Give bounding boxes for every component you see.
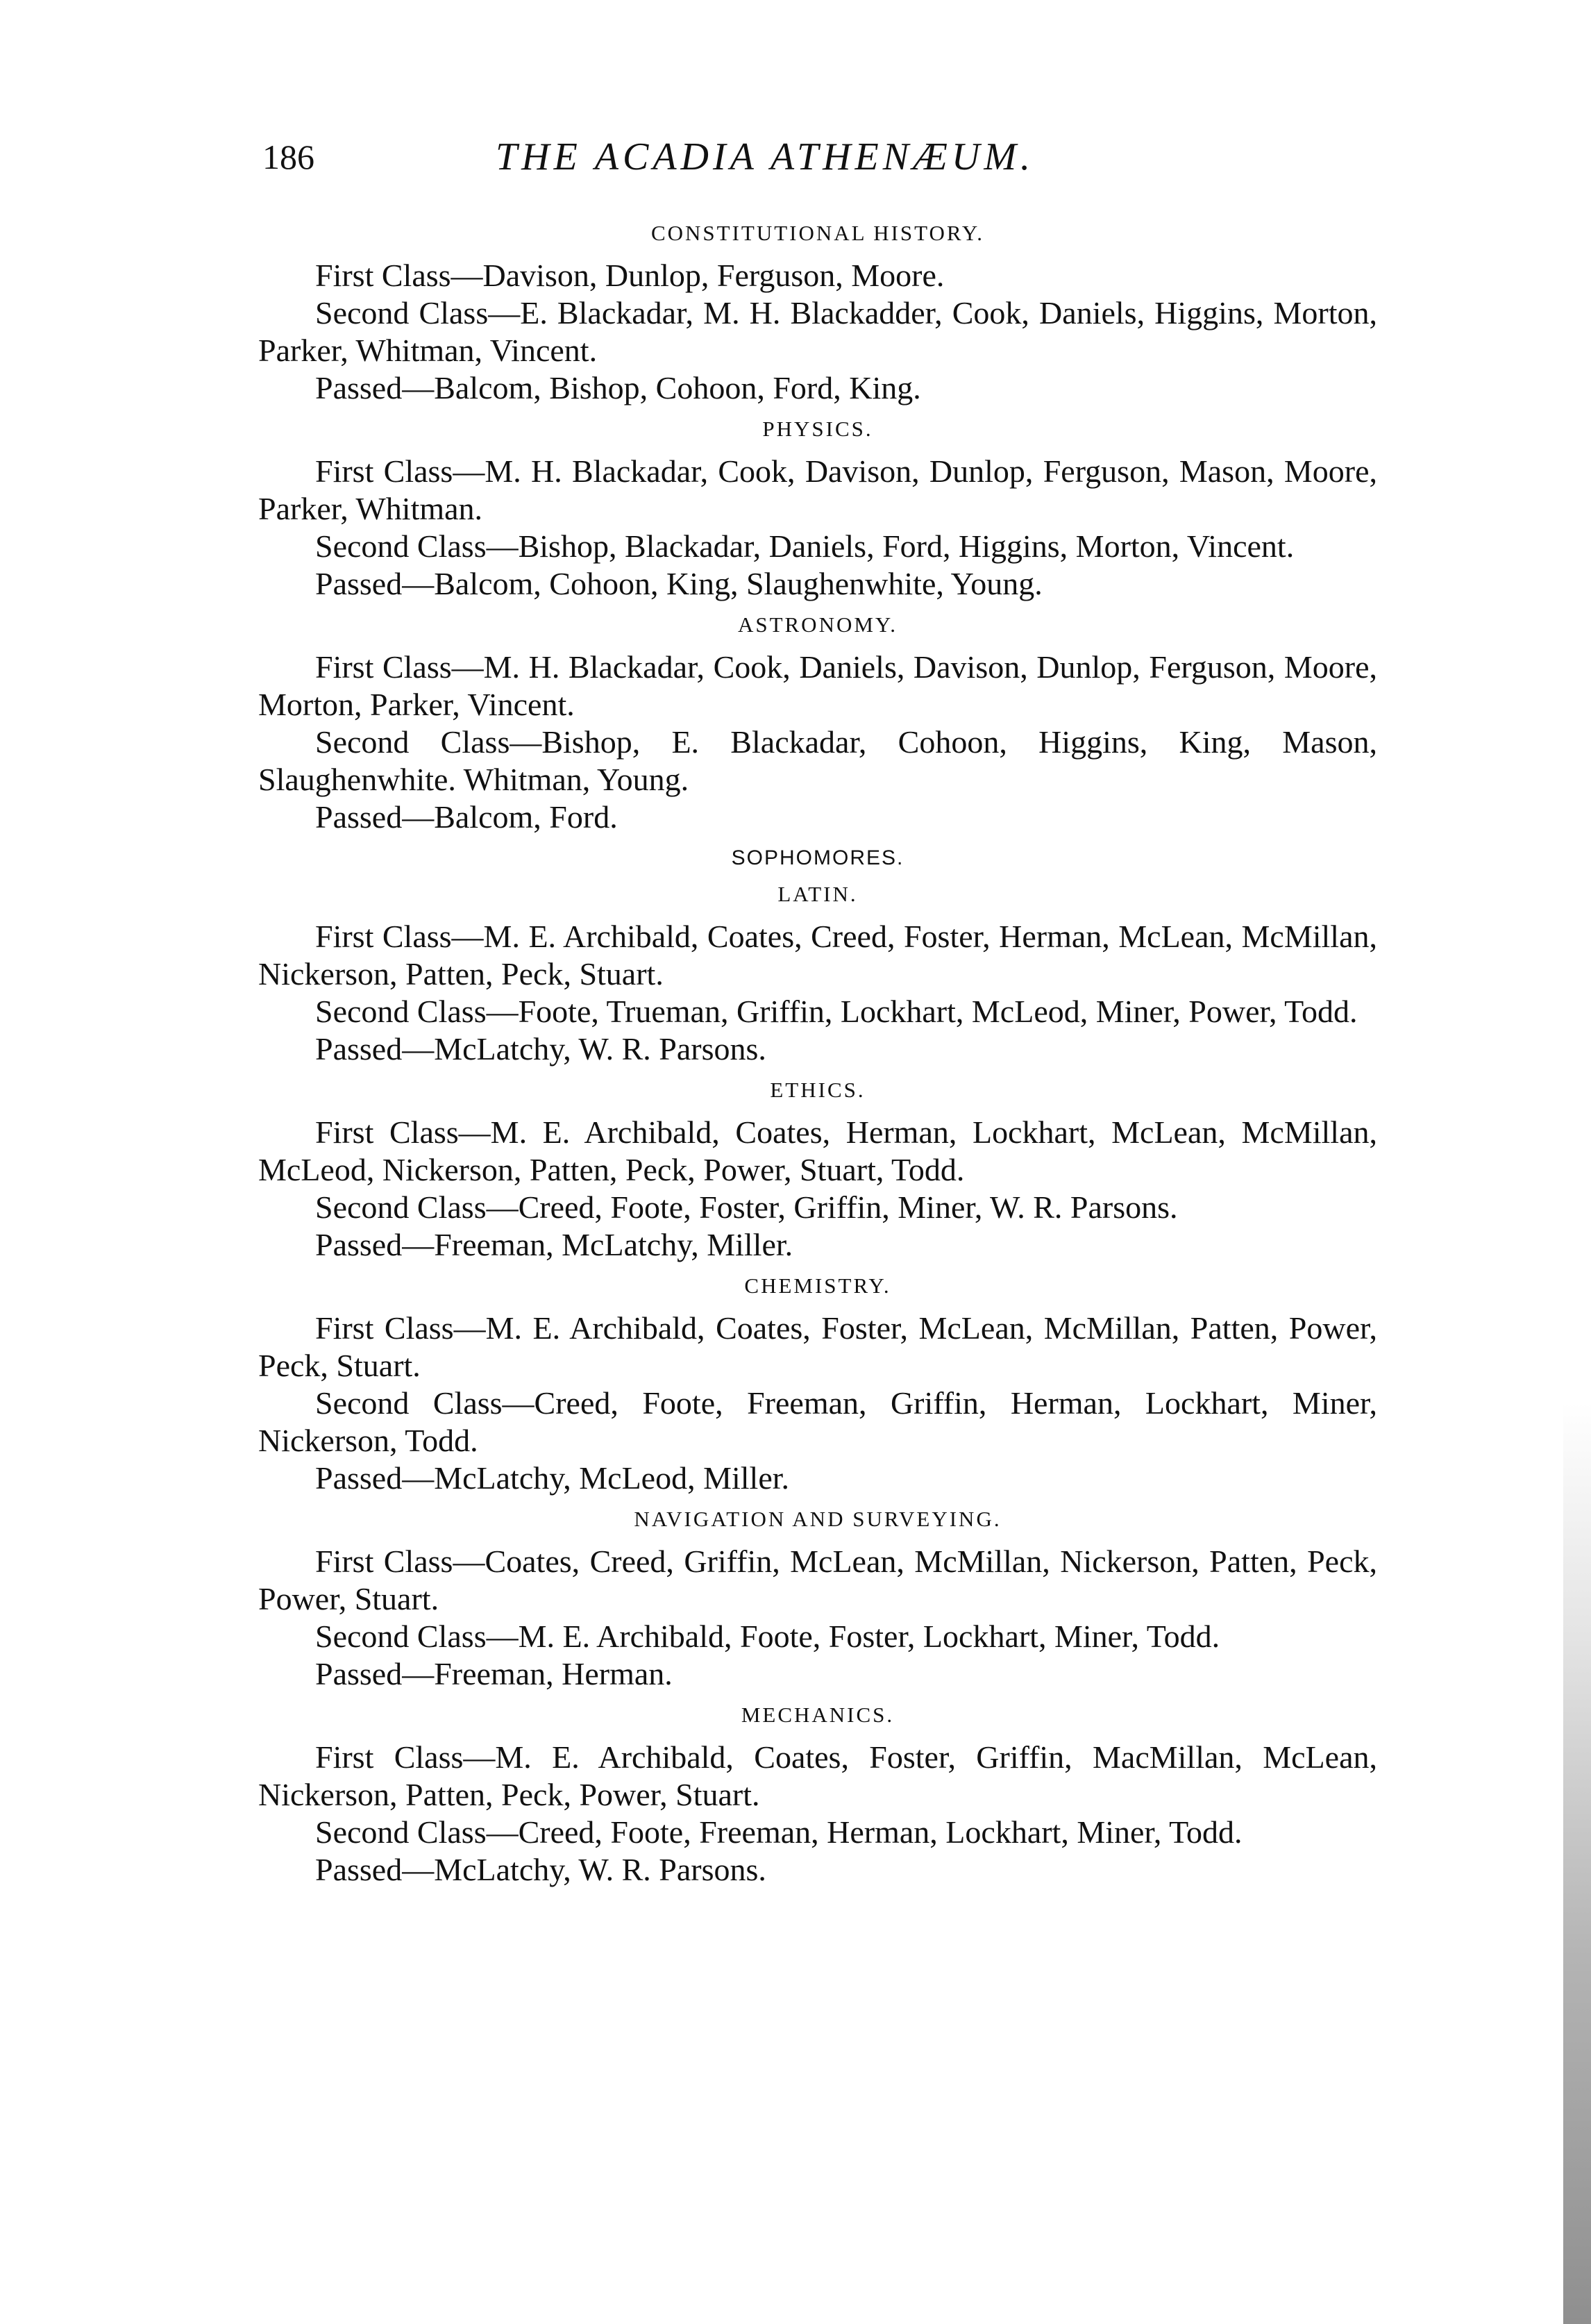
result-entry: Passed—McLatchy, W. R. Parsons. xyxy=(315,1852,766,1887)
section-heading: MECHANICS. xyxy=(741,1703,895,1727)
section-heading: NAVIGATION AND SURVEYING. xyxy=(634,1507,1002,1531)
result-entry: Passed—Balcom, Cohoon, King, Slaughenwhite, Young. xyxy=(315,566,1043,601)
section-heading: PHYSICS. xyxy=(762,417,873,441)
page-edge-shadow xyxy=(1563,1403,1591,2324)
result-entry: Second Class—Creed, Foote, Freeman, Herman, Lockhart, Miner, Todd. xyxy=(315,1814,1243,1850)
section-heading: CHEMISTRY. xyxy=(744,1273,891,1298)
result-entry: Passed—Freeman, Herman. xyxy=(315,1656,673,1691)
section-heading: SOPHOMORES. xyxy=(731,846,904,869)
result-entry: First Class—Coates, Creed, Griffin, McLean, McMillan, Nickerson, Patten, Peck, Power, Stuart. xyxy=(258,1544,1377,1616)
exam-results-list xyxy=(258,221,1377,1889)
result-entry: Passed—Balcom, Ford. xyxy=(315,799,618,835)
result-entry: Second Class—M. E. Archibald, Foote, Foster, Lockhart, Miner, Todd. xyxy=(315,1619,1220,1654)
result-entry: First Class—M. E. Archibald, Coates, Foster, McLean, McMillan, Patten, Power, Peck, Stuart. xyxy=(258,1310,1377,1383)
result-entry: First Class—M. H. Blackadar, Cook, Davison, Dunlop, Ferguson, Mason, Moore, Parker, Whitman. xyxy=(258,453,1377,526)
running-head xyxy=(262,136,1373,185)
result-entry: First Class—M. H. Blackadar, Cook, Daniels, Davison, Dunlop, Ferguson, Moore, Morton, Parker, Vincent. xyxy=(258,649,1377,722)
section-heading: CONSTITUTIONAL HISTORY. xyxy=(650,221,985,245)
result-entry: First Class—Davison, Dunlop, Ferguson, Moore. xyxy=(315,258,945,293)
result-entry: Second Class—Bishop, Blackadar, Daniels, Ford, Higgins, Morton, Vincent. xyxy=(315,528,1295,564)
page-number: 186 xyxy=(262,137,314,176)
section-heading: ETHICS. xyxy=(770,1078,866,1102)
result-entry: Second Class—Creed, Foote, Foster, Griffin, Miner, W. R. Parsons. xyxy=(315,1189,1178,1225)
journal-title: THE ACADIA ATHENÆUM. xyxy=(496,135,1034,178)
result-entry: Second Class—Foote, Trueman, Griffin, Lockhart, McLeod, Miner, Power, Todd. xyxy=(315,994,1358,1029)
result-entry: Passed—Freeman, McLatchy, Miller. xyxy=(315,1227,793,1262)
section-heading: LATIN. xyxy=(777,882,858,906)
result-entry: Second Class—Bishop, E. Blackadar, Cohoon, Higgins, King, Mason, Slaughenwhite. Whitman, Young. xyxy=(258,724,1377,797)
result-entry: Passed—Balcom, Bishop, Cohoon, Ford, King. xyxy=(315,370,921,406)
result-entry: Second Class—E. Blackadar, M. H. Blackadder, Cook, Daniels, Higgins, Morton, Parker, Whitman, Vincent. xyxy=(258,295,1377,368)
result-entry: Second Class—Creed, Foote, Freeman, Griffin, Herman, Lockhart, Miner, Nickerson, Todd. xyxy=(258,1385,1377,1458)
result-entry: First Class—M. E. Archibald, Coates, Creed, Foster, Herman, McLean, McMillan, Nickerson, Patten, Peck, Stuart. xyxy=(258,919,1377,992)
result-entry: Passed—McLatchy, McLeod, Miller. xyxy=(315,1460,790,1496)
result-entry: Passed—McLatchy, W. R. Parsons. xyxy=(315,1031,766,1067)
result-entry: First Class—M. E. Archibald, Coates, Herman, Lockhart, McLean, McMillan, McLeod, Nickerson, Patten, Peck, Power, Stuart, Todd. xyxy=(258,1114,1377,1187)
result-entry: First Class—M. E. Archibald, Coates, Foster, Griffin, MacMillan, McLean, Nickerson, Patten, Peck, Power, Stuart. xyxy=(258,1739,1377,1812)
section-heading: ASTRONOMY. xyxy=(737,612,898,637)
